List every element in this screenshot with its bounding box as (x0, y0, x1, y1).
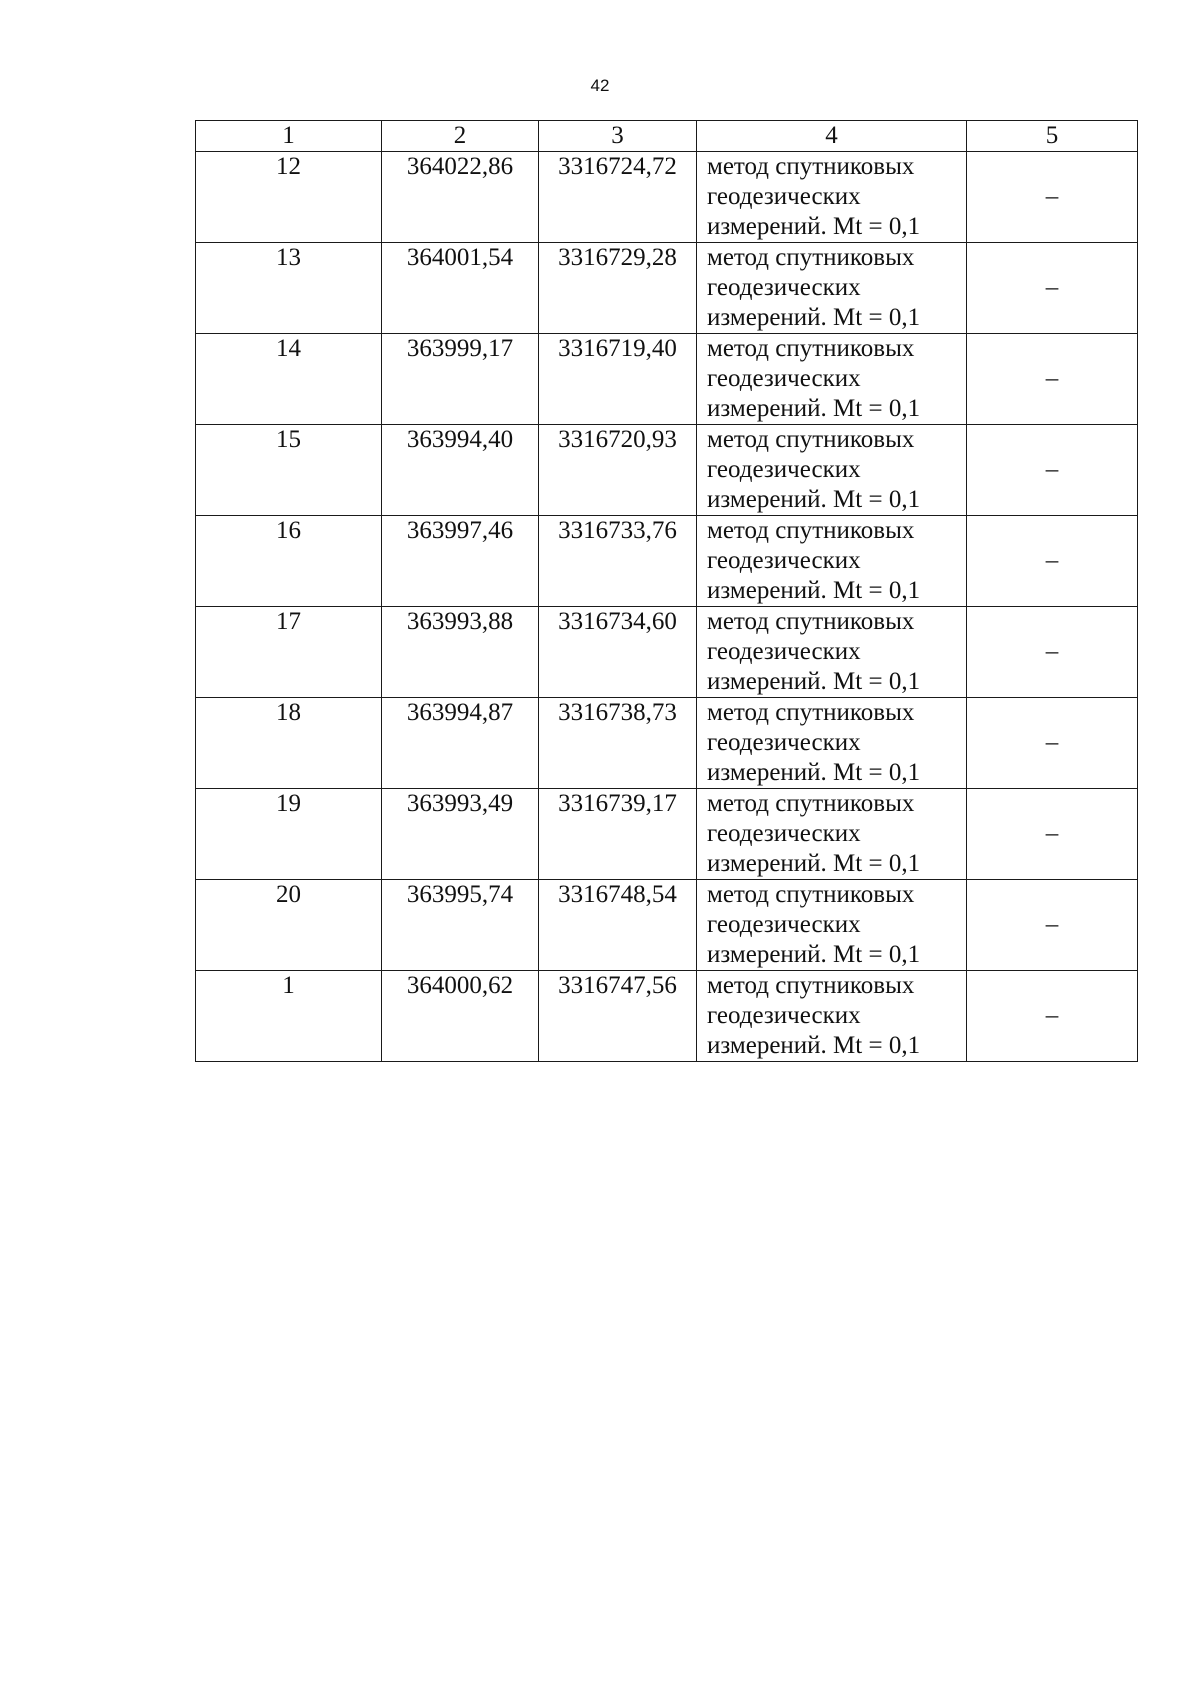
table-header-row (196, 121, 1138, 152)
method-cell: метод спутниковых геодезических измерений. Mt = 0,1 (697, 607, 967, 698)
note-cell: – (967, 698, 1138, 789)
y-coordinate-cell: 3316748,54 (539, 880, 697, 971)
method-cell: метод спутниковых геодезических измерений. Mt = 0,1 (697, 880, 967, 971)
table-row (196, 880, 1138, 971)
table-row (196, 607, 1138, 698)
column-header-5: 5 (967, 121, 1138, 152)
x-coordinate-cell: 363997,46 (382, 516, 539, 607)
note-cell: – (967, 243, 1138, 334)
note-cell: – (967, 880, 1138, 971)
point-number-cell: 19 (196, 789, 382, 880)
point-number-cell: 14 (196, 334, 382, 425)
x-coordinate-cell: 363994,87 (382, 698, 539, 789)
point-number-cell: 17 (196, 607, 382, 698)
note-cell: – (967, 516, 1138, 607)
note-cell: – (967, 607, 1138, 698)
x-coordinate-cell: 364022,86 (382, 152, 539, 243)
y-coordinate-cell: 3316739,17 (539, 789, 697, 880)
coordinates-table (195, 120, 1138, 1062)
column-header-3: 3 (539, 121, 697, 152)
y-coordinate-cell: 3316724,72 (539, 152, 697, 243)
table-row (196, 243, 1138, 334)
method-cell: метод спутниковых геодезических измерений. Mt = 0,1 (697, 698, 967, 789)
table-row (196, 971, 1138, 1062)
x-coordinate-cell: 364000,62 (382, 971, 539, 1062)
table-row (196, 789, 1138, 880)
table-row (196, 516, 1138, 607)
point-number-cell: 15 (196, 425, 382, 516)
method-cell: метод спутниковых геодезических измерений. Mt = 0,1 (697, 243, 967, 334)
y-coordinate-cell: 3316738,73 (539, 698, 697, 789)
point-number-cell: 18 (196, 698, 382, 789)
table-row (196, 152, 1138, 243)
y-coordinate-cell: 3316720,93 (539, 425, 697, 516)
x-coordinate-cell: 364001,54 (382, 243, 539, 334)
method-cell: метод спутниковых геодезических измерений. Mt = 0,1 (697, 516, 967, 607)
x-coordinate-cell: 363993,88 (382, 607, 539, 698)
column-header-2: 2 (382, 121, 539, 152)
page-number: 42 (590, 76, 610, 95)
point-number-cell: 20 (196, 880, 382, 971)
point-number-cell: 1 (196, 971, 382, 1062)
column-header-1: 1 (196, 121, 382, 152)
y-coordinate-cell: 3316719,40 (539, 334, 697, 425)
table-row (196, 334, 1138, 425)
table-row (196, 425, 1138, 516)
point-number-cell: 13 (196, 243, 382, 334)
x-coordinate-cell: 363995,74 (382, 880, 539, 971)
x-coordinate-cell: 363999,17 (382, 334, 539, 425)
note-cell: – (967, 789, 1138, 880)
table-row (196, 698, 1138, 789)
y-coordinate-cell: 3316733,76 (539, 516, 697, 607)
method-cell: метод спутниковых геодезических измерений. Mt = 0,1 (697, 152, 967, 243)
method-cell: метод спутниковых геодезических измерений. Mt = 0,1 (697, 971, 967, 1062)
y-coordinate-cell: 3316747,56 (539, 971, 697, 1062)
y-coordinate-cell: 3316734,60 (539, 607, 697, 698)
x-coordinate-cell: 363993,49 (382, 789, 539, 880)
y-coordinate-cell: 3316729,28 (539, 243, 697, 334)
method-cell: метод спутниковых геодезических измерений. Mt = 0,1 (697, 425, 967, 516)
x-coordinate-cell: 363994,40 (382, 425, 539, 516)
point-number-cell: 16 (196, 516, 382, 607)
note-cell: – (967, 152, 1138, 243)
column-header-4: 4 (697, 121, 967, 152)
point-number-cell: 12 (196, 152, 382, 243)
method-cell: метод спутниковых геодезических измерений. Mt = 0,1 (697, 334, 967, 425)
note-cell: – (967, 971, 1138, 1062)
note-cell: – (967, 334, 1138, 425)
method-cell: метод спутниковых геодезических измерений. Mt = 0,1 (697, 789, 967, 880)
note-cell: – (967, 425, 1138, 516)
